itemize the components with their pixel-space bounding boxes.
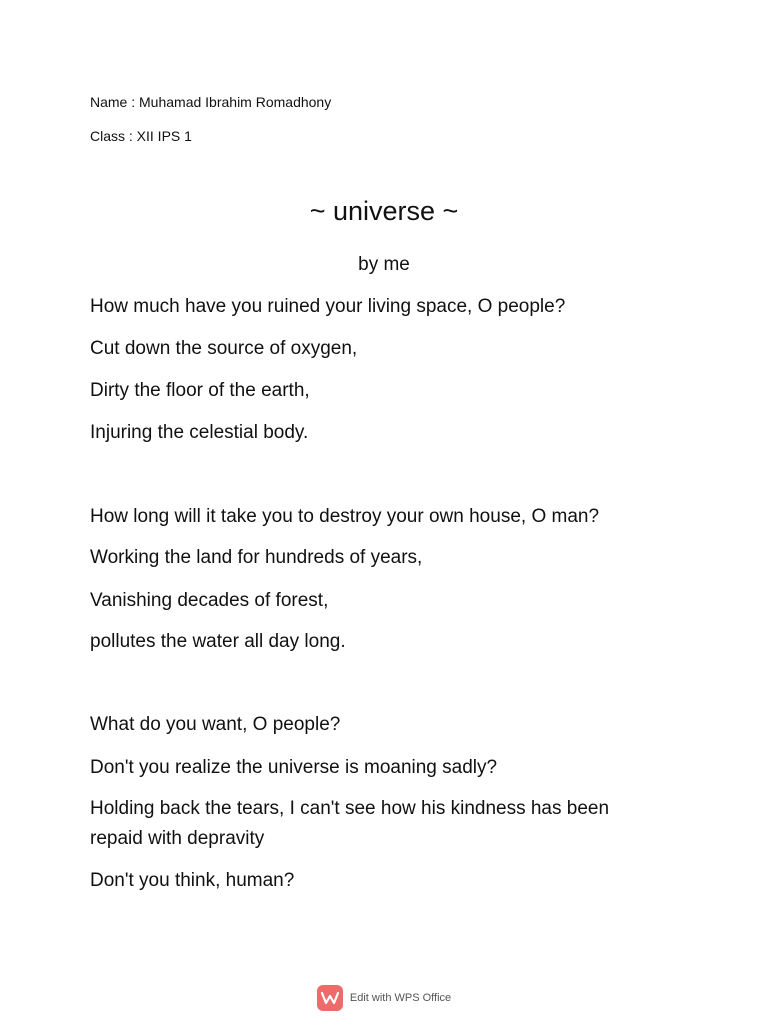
poem-line: How much have you ruined your living space, O people? [90,296,566,317]
poem-line: pollutes the water all day long. [90,631,346,652]
wps-footer[interactable] [0,985,768,1011]
author-name: Name : Muhamad Ibrahim Romadhony [90,94,332,110]
poem-line: Vanishing decades of forest, [90,590,329,611]
poem-byline: by me [358,254,410,275]
poem-line: What do you want, O people? [90,714,341,735]
poem-line: Holding back the tears, I can't see how his kindness has been repaid with depravity [90,798,610,849]
poem-line: Working the land for hundreds of years, [90,547,423,568]
poem-line: Don't you realize the universe is moaning sadly? [90,757,498,778]
wps-office-logo-icon [317,985,343,1011]
author-class: Class : XII IPS 1 [90,128,192,144]
wps-footer-text: Edit with WPS Office [349,992,452,1004]
poem-line: Dirty the floor of the earth, [90,380,310,401]
poem-line: Cut down the source of oxygen, [90,338,358,359]
poem-line: Don't you think, human? [90,870,295,891]
poem-title: ~ universe ~ [309,196,459,226]
poem-line: How long will it take you to destroy your own house, O man? [90,506,600,527]
poem-line: Injuring the celestial body. [90,422,309,443]
